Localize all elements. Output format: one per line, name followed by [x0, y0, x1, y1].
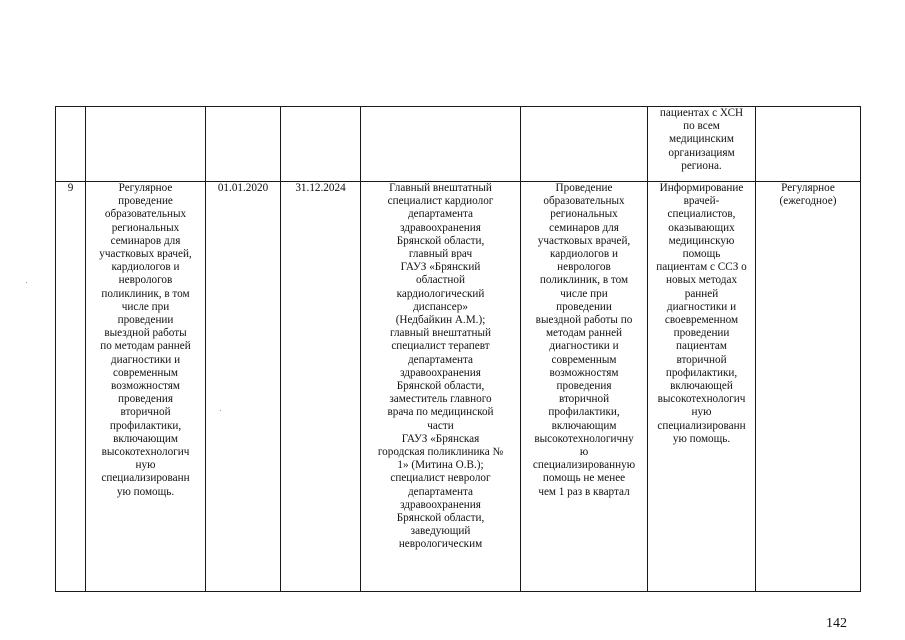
cell-number: 9 [56, 182, 86, 592]
cell-end-date: 31.12.2024 [281, 182, 361, 592]
cell-start-date [206, 107, 281, 182]
cell-periodicity: Регулярное (ежегодное) [756, 182, 861, 592]
cell-result: Проведение образовательных региональных семинаров для участковых врачей, кардиологов и неврологов поликлиник, в том числе при проведении выездной работы по методам ранней диагностики и современным возможностям проведения вторичной профилактики, включающим высокотехнологичну ю специализированную помощь не менее чем 1 раз в квартал [521, 182, 648, 592]
cell-number [56, 107, 86, 182]
cell-responsible: Главный внештатный специалист кардиолог департамента здравоохранения Брянской области, главный врач ГАУЗ «Брянский областной кардиологический диспансер» (Недбайкин А.М.); главный внештатный специалист терапевт департамента здравоохранения Брянской области, заместитель главного врача по медицинской части ГАУЗ «Брянская городская поликлиника № 1» (Митина О.В.); специалист невролог департамента здравоохранения Брянской области, заведующий неврологическим [361, 182, 521, 592]
cell-periodicity [756, 107, 861, 182]
cell-indicator: пациентах с ХСН по всем медицинским организациям региона. [648, 107, 756, 182]
cell-responsible [361, 107, 521, 182]
page-number: 142 [826, 616, 847, 631]
scan-speck [220, 410, 221, 411]
cell-event [86, 107, 206, 182]
scan-speck [26, 282, 27, 283]
cell-result [521, 107, 648, 182]
cell-event: Регулярное проведение образовательных региональных семинаров для участковых врачей, кардиологов и неврологов поликлиник, в том числе при проведении выездной работы по методам ранней диагностики и современным возможностям проведения вторичной профилактики, включающим высокотехнологич ную специализированн ую помощь. [86, 182, 206, 592]
table-row-continued [56, 107, 861, 182]
cell-indicator: Информирование врачей- специалистов, оказывающих медицинскую помощь пациентам с ССЗ о новых методах ранней диагностики и своевременном проведении пациентам вторичной профилактики, включающей высокотехнологич ную специализированн ую помощь. [648, 182, 756, 592]
cell-end-date [281, 107, 361, 182]
table-row-9 [56, 182, 861, 592]
plan-table [55, 106, 861, 592]
cell-start-date: 01.01.2020 [206, 182, 281, 592]
